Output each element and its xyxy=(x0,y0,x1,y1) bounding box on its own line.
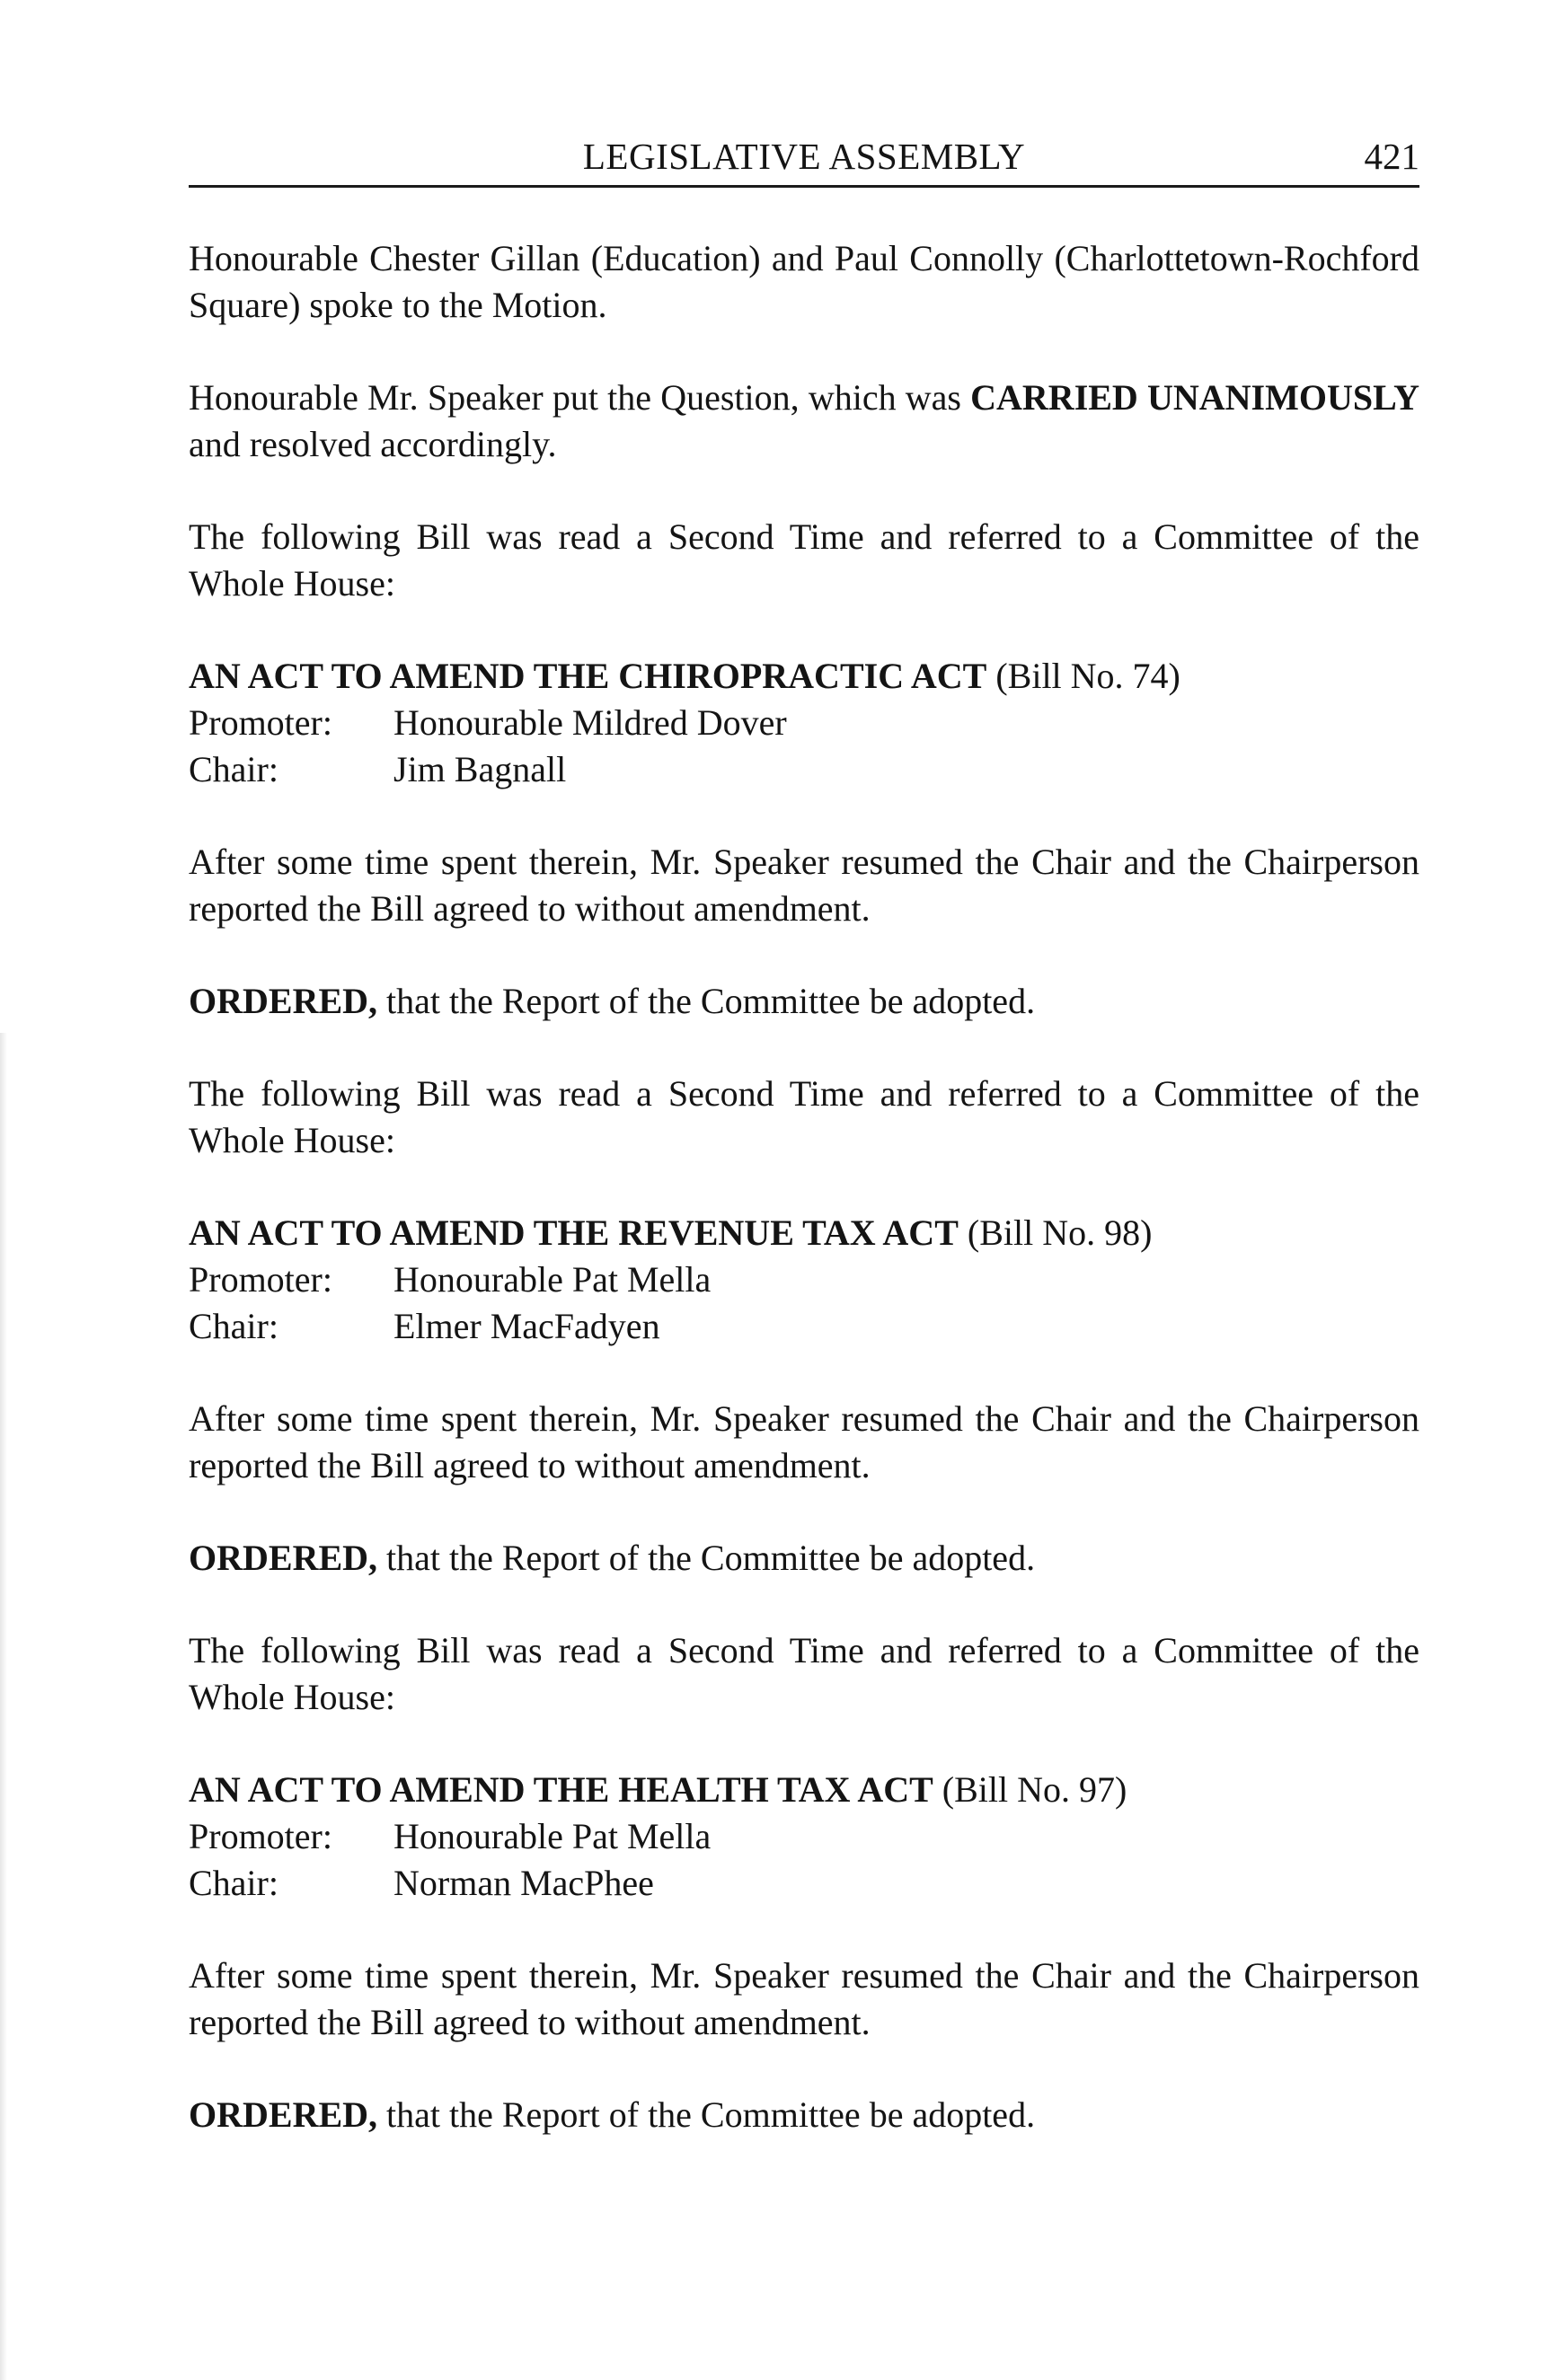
bold-text-run: ORDERED, xyxy=(189,2094,378,2135)
bill-title xyxy=(189,1767,1419,1813)
chair-label: Chair: xyxy=(189,1863,278,1903)
bill-title xyxy=(189,1210,1419,1256)
paragraph xyxy=(189,839,1419,932)
chair-name: Jim Bagnall xyxy=(393,749,567,789)
bill-entry xyxy=(189,1210,1419,1350)
text-run: After some time spent therein, Mr. Speaker resumed the Chair and the Chairperson reported the Bill agreed to without amendment. xyxy=(189,1398,1419,1485)
paragraph xyxy=(189,1396,1419,1489)
paragraph xyxy=(189,235,1419,329)
document-page xyxy=(189,0,1419,2378)
page-spine-shadow xyxy=(0,1033,7,2380)
promoter-label: Promoter: xyxy=(189,1259,332,1300)
text-run: that the Report of the Committee be adopted. xyxy=(377,981,1036,1021)
bold-text-run: CARRIED UNANIMOUSLY xyxy=(970,377,1420,418)
bill-name: AN ACT TO AMEND THE REVENUE TAX ACT xyxy=(189,1212,959,1253)
bill-entry xyxy=(189,653,1419,793)
text-run: that the Report of the Committee be adopted. xyxy=(377,1538,1036,1578)
chair-label: Chair: xyxy=(189,1306,278,1346)
chair-name: Elmer MacFadyen xyxy=(393,1306,660,1346)
paragraph xyxy=(189,1535,1419,1582)
bold-text-run: ORDERED, xyxy=(189,1538,378,1578)
bill-title xyxy=(189,653,1419,700)
paragraph xyxy=(189,375,1419,468)
chair-row xyxy=(189,1860,1419,1907)
text-run: After some time spent therein, Mr. Speaker resumed the Chair and the Chairperson reported the Bill agreed to without amendment. xyxy=(189,1955,1419,2042)
paragraph xyxy=(189,1071,1419,1164)
paragraph xyxy=(189,1627,1419,1721)
bill-name: AN ACT TO AMEND THE HEALTH TAX ACT xyxy=(189,1769,933,1810)
bill-entry xyxy=(189,1767,1419,1907)
page-number: 421 xyxy=(1364,136,1419,177)
text-run: that the Report of the Committee be adopted. xyxy=(377,2094,1036,2135)
running-header xyxy=(189,135,1419,188)
bill-number: (Bill No. 98) xyxy=(958,1212,1153,1253)
bill-number: (Bill No. 74) xyxy=(986,656,1180,696)
promoter-row xyxy=(189,700,1419,746)
text-run: The following Bill was read a Second Time and referred to a Committee of the Whole House: xyxy=(189,1630,1419,1717)
paragraph xyxy=(189,514,1419,607)
promoter-label: Promoter: xyxy=(189,1816,332,1856)
paragraph xyxy=(189,978,1419,1025)
promoter-name: Honourable Pat Mella xyxy=(393,1816,712,1856)
chair-row xyxy=(189,746,1419,793)
text-run: The following Bill was read a Second Time and referred to a Committee of the Whole House: xyxy=(189,516,1419,604)
promoter-name: Honourable Pat Mella xyxy=(393,1259,712,1300)
chair-row xyxy=(189,1303,1419,1350)
bill-number: (Bill No. 97) xyxy=(933,1769,1127,1810)
text-run: The following Bill was read a Second Time and referred to a Committee of the Whole House: xyxy=(189,1073,1419,1160)
promoter-row xyxy=(189,1813,1419,1860)
bold-text-run: ORDERED, xyxy=(189,981,378,1021)
text-run: Honourable Mr. Speaker put the Question, which was xyxy=(189,377,971,418)
promoter-row xyxy=(189,1256,1419,1303)
document-body xyxy=(189,235,1419,2184)
promoter-name: Honourable Mildred Dover xyxy=(393,702,787,743)
text-run: and resolved accordingly. xyxy=(189,424,557,464)
promoter-label: Promoter: xyxy=(189,702,332,743)
paragraph xyxy=(189,1952,1419,2046)
text-run: Honourable Chester Gillan (Education) and Paul Connolly (Charlottetown-Rochford Square) spoke to the Motion. xyxy=(189,238,1419,325)
chair-name: Norman MacPhee xyxy=(393,1863,654,1903)
chair-label: Chair: xyxy=(189,749,278,789)
text-run: After some time spent therein, Mr. Speaker resumed the Chair and the Chairperson reported the Bill agreed to without amendment. xyxy=(189,842,1419,929)
paragraph xyxy=(189,2092,1419,2138)
bill-name: AN ACT TO AMEND THE CHIROPRACTIC ACT xyxy=(189,656,987,696)
running-title: LEGISLATIVE ASSEMBLY xyxy=(582,136,1026,177)
